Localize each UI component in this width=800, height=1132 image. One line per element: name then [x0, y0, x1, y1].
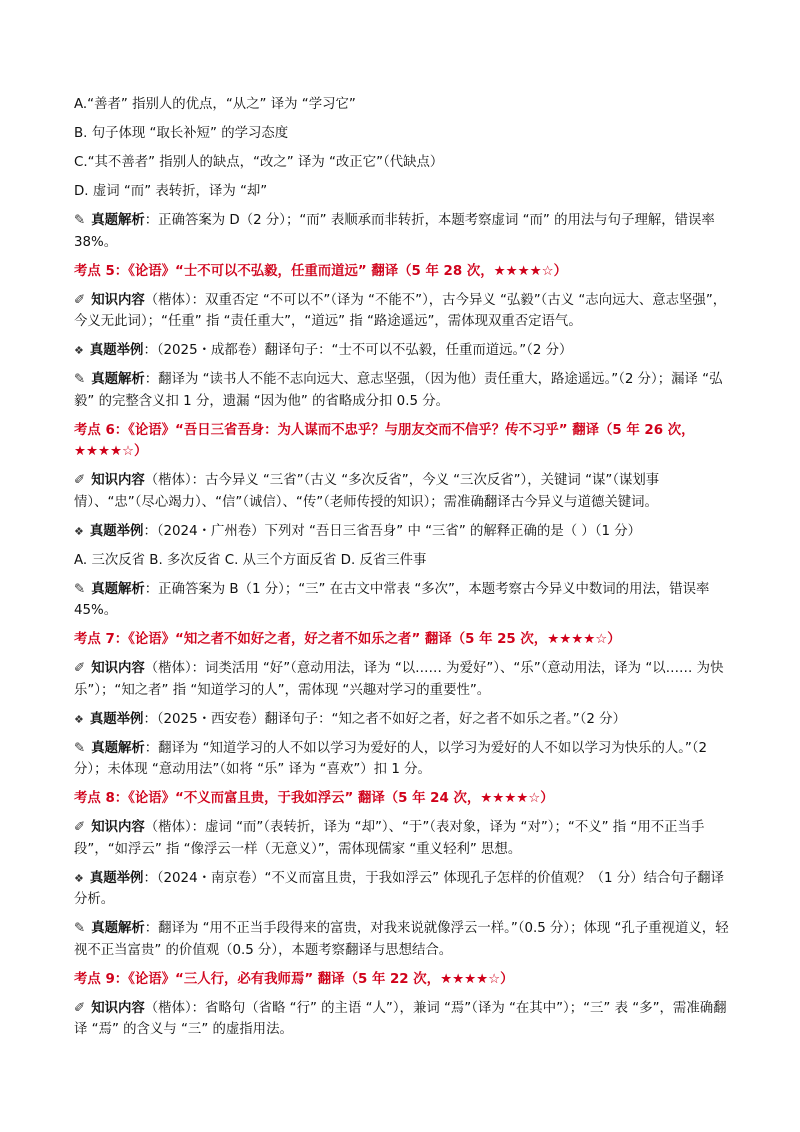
paragraph-text: （楷体）：省略句（省略 “行” 的主语 “人”），兼词 “焉”（译为 “在其中”）；“三” 表 “多”，需准确翻译 “焉” 的含义与 “三” 的虚指用法。: [74, 1000, 727, 1037]
option-line: C.“其不善者” 指别人的缺点，“改之” 译为 “改正它”（代缺点）: [74, 155, 444, 170]
paragraph-text: ：翻译为 “知道学习的人不如以学习为爱好的人，以学习为爱好的人不如以学习为快乐的人。”（2 分）；未体现 “意动用法”（如将 “乐” 译为 “喜欢”）扣 1 分。: [74, 740, 708, 777]
exam-point-title: 考点 6：《论语》“吾日三省吾身：为人谋而不忠乎？与朋友交而不信乎？传不习乎” 翻译（5 年 26 次，★★★★☆）: [74, 422, 695, 459]
exam-point-title: 考点 9：《论语》“三人行，必有我师焉” 翻译（5 年 22 次，★★★★☆）: [74, 971, 514, 987]
diamond-bullet-icon: ❖: [74, 871, 84, 885]
diamond-bullet-icon: ❖: [74, 712, 84, 726]
paragraph-label: 真题解析: [91, 740, 145, 756]
paragraph-label: 真题解析: [91, 581, 145, 597]
labeled-paragraph: [74, 470, 730, 513]
pencil-icon: ✎: [74, 213, 86, 228]
paragraph-label: 知识内容: [91, 473, 145, 488]
option-line: D. 虚词 “而” 表转折，译为 “却”: [74, 184, 268, 199]
paragraph-text: ：（2025・成都卷）翻译句子：“士不可以不弘毅，任重而道远。”（2 分）: [143, 343, 573, 358]
paragraph-text: （楷体）：古今异义 “三省”（古义 “多次反省”，今义 “三次反省”），关键词 “谋”（谋划事情）、“忠”（尽心竭力）、“信”（诚信）、“传”（老师传授的知识）；需准确翻译古今异义与道德关键词。: [74, 473, 660, 510]
paragraph-label: 真题举例: [89, 711, 144, 727]
pencil-icon: ✎: [74, 581, 86, 597]
paragraph-text: （楷体）：词类活用 “好”（意动用法，译为 “以…… 为爱好”）、“乐”（意动用法，译为 “以…… 为快乐”）；“知之者” 指 “知道学习的人”，需体现 “兴趣对学习的重要性”。: [74, 661, 724, 698]
paragraph-label: 真题解析: [91, 213, 145, 228]
paragraph-text: （楷体）：双重否定 “不可以不”（译为 “不能不”），古今异义 “弘毅”（古义 “志向远大、意志坚强”，今义无此词）；“任重” 指 “责任重大”，“道远” 指 “路途遥远”，需体现双重否定语气。: [74, 292, 727, 329]
paragraph-text: ：翻译为 “用不正当手段得来的富贵，对我来说就像浮云一样。”（0.5 分）；体现 “孔子重视道义，轻视不正当富贵” 的价值观（0.5 分），本题考察翻译与思想结合。: [74, 921, 729, 958]
pencil-icon: ✎: [74, 372, 86, 387]
paragraph-label: 真题举例: [89, 870, 144, 886]
paragraph-label: 知识内容: [91, 820, 145, 835]
paragraph-label: 真题举例: [89, 523, 144, 539]
labeled-paragraph: [74, 658, 730, 701]
diamond-bullet-icon: ❖: [74, 524, 84, 538]
paragraph-text: ：（2025・西安卷）翻译句子：“知之者不如好之者，好之者不如乐之者。”（2 分）: [143, 711, 626, 727]
pen-icon: ✐: [74, 1000, 86, 1016]
labeled-paragraph: [74, 290, 730, 333]
labeled-paragraph: [74, 709, 730, 731]
labeled-paragraph: [74, 738, 730, 781]
paragraph-text: ：正确答案为 B（1 分）；“三” 在古文中常表 “多次”，本题考察古今异义中数词的用法，错误率 45%。: [74, 581, 710, 618]
paragraph-text: ：翻译为 “读书人不能不志向远大、意志坚强，（因为他）责任重大，路途遥远。”（2 分）；漏译 “弘毅” 的完整含义扣 1 分，遗漏 “因为他” 的省略成分扣 0.5 分。: [74, 372, 723, 409]
labeled-paragraph: [74, 369, 730, 412]
paragraph-label: 知识内容: [91, 292, 145, 308]
labeled-paragraph: [74, 210, 730, 253]
exam-point-title: 考点 8：《论语》“不义而富且贵，于我如浮云” 翻译（5 年 24 次，★★★★☆）: [74, 791, 554, 806]
paragraph-label: 真题举例: [89, 343, 144, 358]
paragraph-text: （楷体）：虚词 “而”（表转折，译为 “却”）、“于”（表对象，译为 “对”）；“不义” 指 “用不正当手段”，“如浮云” 指 “像浮云一样（无意义）”，需体现儒家 “重义轻利” 思想。: [74, 820, 705, 857]
option-line: A. 三次反省 B. 多次反省 C. 从三个方面反省 D. 反省三件事: [74, 552, 427, 568]
labeled-paragraph: [74, 521, 730, 543]
pen-icon: ✐: [74, 820, 86, 835]
labeled-paragraph: [74, 998, 730, 1041]
paragraph-text: ：正确答案为 D（2 分）；“而” 表顺承而非转折，本题考察虚词 “而” 的用法与句子理解，错误率 38%。: [74, 213, 715, 250]
pencil-icon: ✎: [74, 921, 86, 936]
labeled-paragraph: [74, 579, 730, 622]
exam-point-title: 考点 7：《论语》“知之者不如好之者，好之者不如乐之者” 翻译（5 年 25 次，★★★★☆）: [74, 632, 621, 647]
diamond-bullet-icon: ❖: [74, 344, 84, 357]
pen-icon: ✐: [74, 473, 86, 488]
option-line: A.“善者” 指别人的优点，“从之” 译为 “学习它”: [74, 97, 356, 112]
labeled-paragraph: [74, 918, 730, 961]
paragraph-label: 知识内容: [91, 1000, 145, 1016]
pencil-icon: ✎: [74, 740, 86, 756]
paragraph-text: ：（2024・南京卷）“不义而富且贵，于我如浮云” 体现孔子怎样的价值观？（1 分）结合句子翻译分析。: [74, 870, 724, 907]
pen-icon: ✐: [74, 661, 86, 676]
paragraph-text: ：（2024・广州卷）下列对 “吾日三省吾身” 中 “三省” 的解释正确的是（ ）（1 分）: [143, 523, 642, 539]
labeled-paragraph: [74, 868, 730, 911]
paragraph-label: 知识内容: [91, 661, 145, 676]
pen-icon: ✐: [74, 292, 86, 308]
paragraph-label: 真题解析: [91, 372, 145, 387]
labeled-paragraph: [74, 340, 730, 362]
option-line: B. 句子体现 “取长补短” 的学习态度: [74, 126, 289, 141]
paragraph-label: 真题解析: [91, 921, 145, 936]
labeled-paragraph: [74, 817, 730, 860]
exam-point-title: 考点 5：《论语》“士不可以不弘毅，任重而道远” 翻译（5 年 28 次，★★★★☆）: [74, 263, 568, 279]
